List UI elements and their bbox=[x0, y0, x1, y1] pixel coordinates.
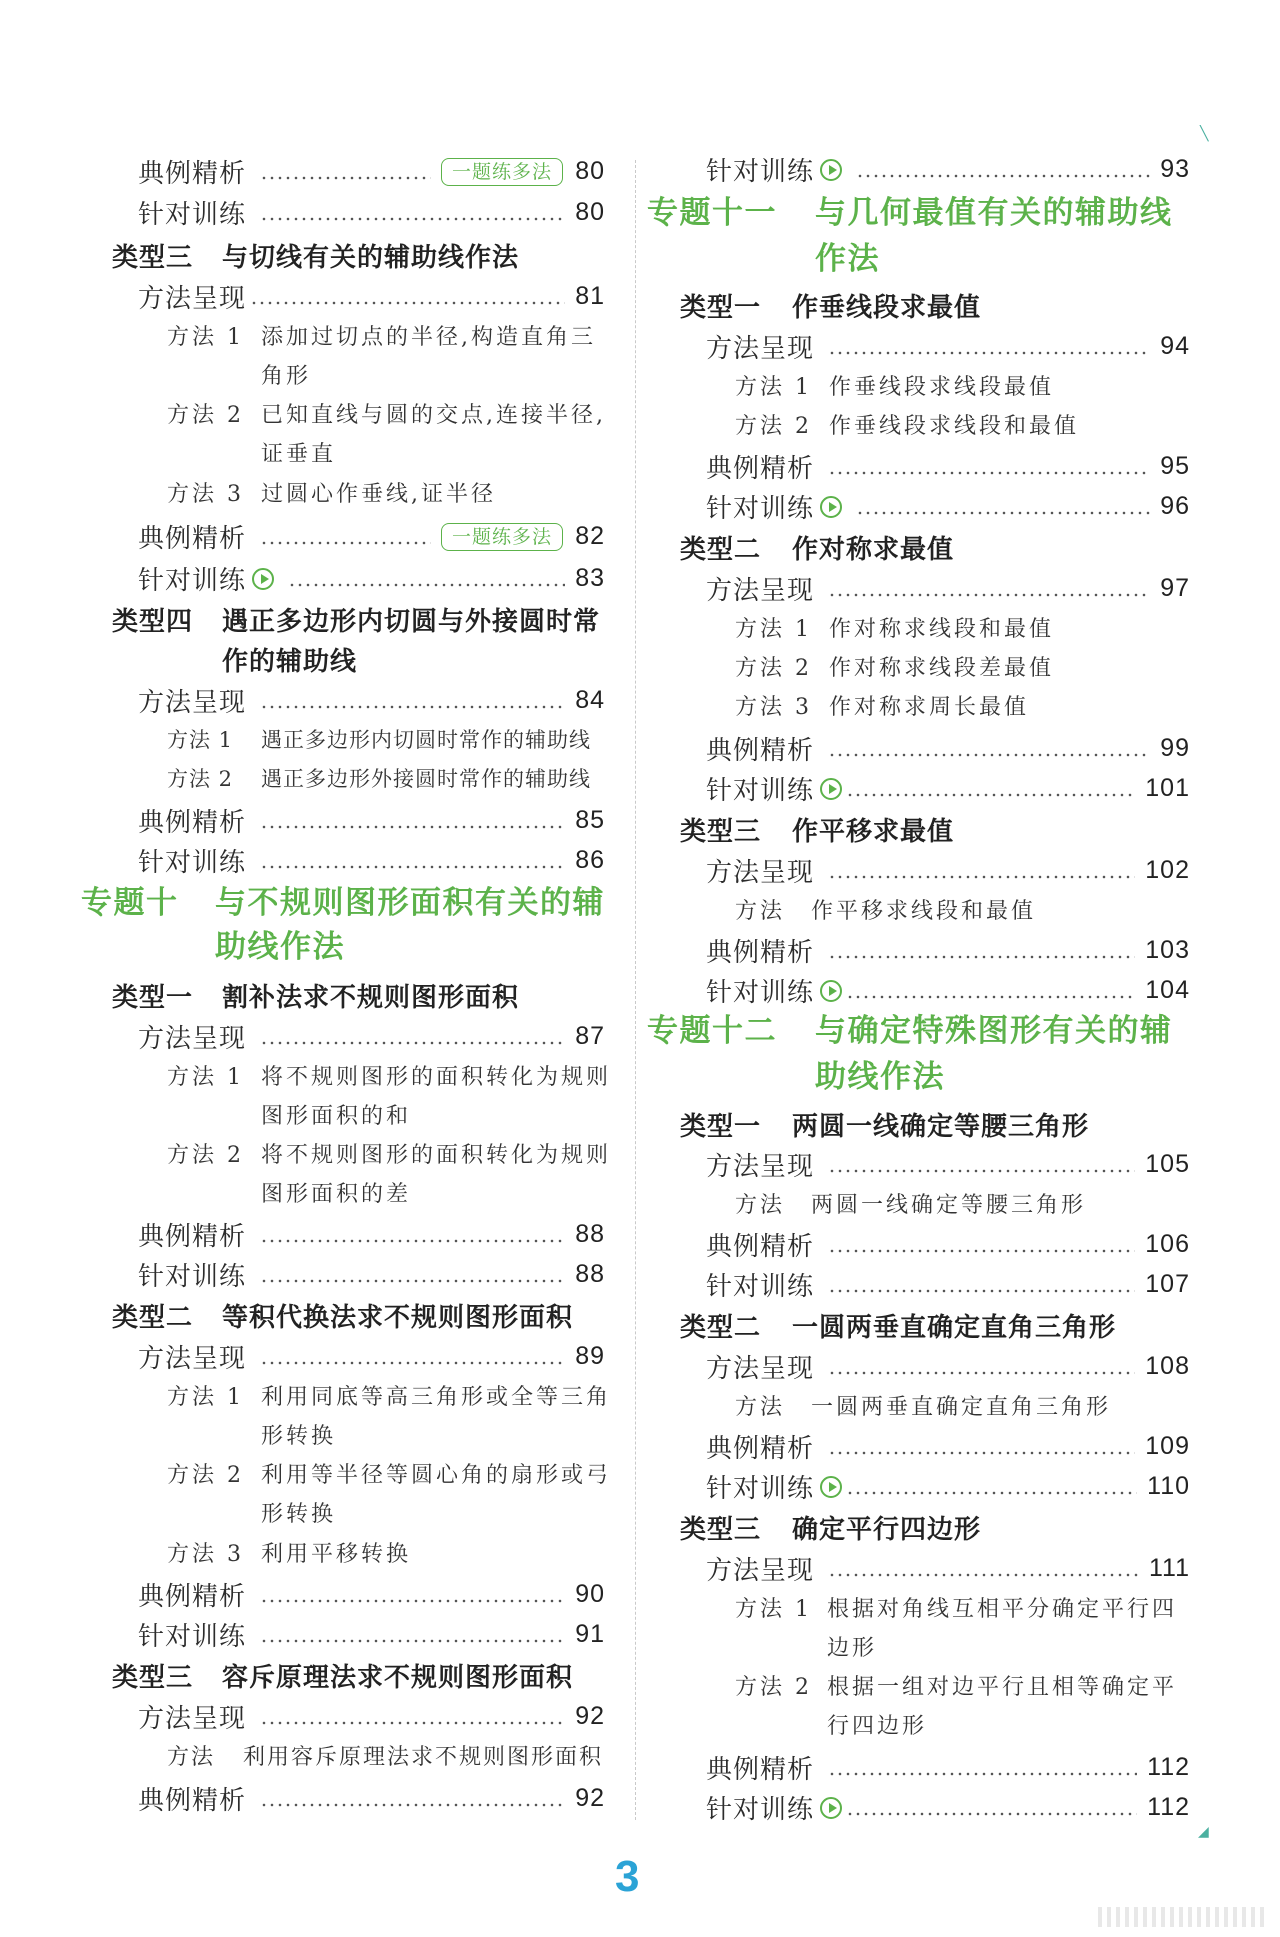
type-title: 作平移求最值 bbox=[792, 817, 955, 847]
toc-entry[interactable] bbox=[706, 770, 1190, 807]
toc-entry[interactable] bbox=[138, 1576, 605, 1613]
page-number: 107 bbox=[1145, 1270, 1190, 1298]
entry-label: 典例精析 bbox=[138, 1222, 247, 1252]
toc-entry[interactable] bbox=[138, 1698, 605, 1735]
dot-leader bbox=[828, 938, 1135, 964]
page-number: 90 bbox=[575, 1580, 605, 1608]
dot-leader bbox=[260, 1704, 565, 1730]
page-number: 83 bbox=[575, 564, 605, 592]
dot-leader bbox=[828, 1434, 1135, 1460]
entry-label: 方法呈现 bbox=[138, 688, 247, 718]
method-label: 方法 1 bbox=[735, 375, 812, 400]
toc-entry[interactable] bbox=[138, 278, 605, 315]
toc-entry[interactable] bbox=[706, 1266, 1190, 1303]
dot-leader bbox=[260, 1622, 565, 1648]
entry-label: 针对训练 bbox=[706, 157, 815, 187]
method-text: 利用平移转换 bbox=[261, 1542, 412, 1567]
toc-entry[interactable] bbox=[706, 1226, 1190, 1263]
column-divider bbox=[635, 160, 636, 1820]
dot-leader bbox=[846, 1795, 1137, 1821]
type-title: 等积代换法求不规则图形面积 bbox=[222, 1303, 574, 1333]
method-text-continued: 形转换 bbox=[261, 1424, 337, 1449]
toc-entry[interactable] bbox=[706, 328, 1190, 365]
entry-label: 典例精析 bbox=[138, 524, 247, 554]
type-heading[interactable] bbox=[112, 1297, 573, 1334]
page-number: 103 bbox=[1145, 936, 1190, 964]
dot-leader bbox=[846, 776, 1135, 802]
toc-entry[interactable] bbox=[706, 932, 1190, 969]
page-number: 109 bbox=[1145, 1432, 1190, 1460]
method-label: 方法 3 bbox=[167, 1542, 244, 1567]
toc-entry[interactable] bbox=[138, 1616, 605, 1653]
type-label: 类型三 bbox=[680, 1515, 762, 1545]
entry-label: 典例精析 bbox=[706, 938, 815, 968]
type-title: 一圆两垂直确定直角三角形 bbox=[792, 1313, 1117, 1343]
method-label: 方法 2 bbox=[735, 414, 812, 439]
topic-title: 与不规则图形面积有关的辅 bbox=[215, 885, 605, 921]
method-entry[interactable] bbox=[167, 1537, 411, 1568]
dot-leader bbox=[828, 1232, 1135, 1258]
type-heading[interactable] bbox=[680, 1509, 981, 1546]
method-text: 根据对角线互相平分确定平行四 bbox=[827, 1597, 1178, 1622]
page-number: 95 bbox=[1160, 452, 1190, 480]
type-heading[interactable] bbox=[112, 977, 519, 1014]
topic-heading[interactable] bbox=[647, 190, 1173, 236]
topic-title-continued: 助线作法 bbox=[215, 929, 345, 965]
method-text: 添加过切点的半径,构造直角三 bbox=[261, 325, 596, 350]
method-entry[interactable] bbox=[735, 651, 1054, 682]
type-title: 容斥原理法求不规则图形面积 bbox=[222, 1663, 574, 1693]
topic-heading[interactable] bbox=[647, 1008, 1173, 1054]
page-number: 106 bbox=[1145, 1230, 1190, 1258]
entry-label: 方法呈现 bbox=[138, 1344, 247, 1374]
method-text: 两圆一线确定等腰三角形 bbox=[811, 1193, 1087, 1218]
method-text: 将不规则图形的面积转化为规则 bbox=[261, 1143, 612, 1168]
toc-entry[interactable] bbox=[706, 730, 1190, 767]
play-video-icon[interactable] bbox=[820, 496, 842, 518]
method-text: 遇正多边形内切圆时常作的辅助线 bbox=[261, 728, 591, 752]
toc-entry[interactable] bbox=[138, 518, 605, 555]
toc-entry[interactable] bbox=[706, 488, 1190, 525]
page-number: 94 bbox=[1160, 332, 1190, 360]
type-heading[interactable] bbox=[680, 529, 954, 566]
topic-label: 专题十一 bbox=[647, 195, 777, 231]
page-number: 80 bbox=[575, 198, 605, 226]
type-title: 遇正多边形内切圆与外接圆时常 bbox=[222, 607, 601, 637]
dot-leader bbox=[846, 1474, 1137, 1500]
entry-label: 方法呈现 bbox=[138, 1024, 247, 1054]
page-number: 93 bbox=[1160, 155, 1190, 183]
method-entry[interactable] bbox=[167, 1380, 611, 1411]
corner-mark-icon: ◢ bbox=[1198, 1824, 1209, 1840]
method-text: 遇正多边形外接圆时常作的辅助线 bbox=[261, 767, 591, 791]
toc-entry[interactable] bbox=[706, 1550, 1190, 1587]
toc-entry[interactable] bbox=[138, 682, 605, 719]
method-entry[interactable] bbox=[167, 763, 591, 793]
toc-entry[interactable] bbox=[138, 1780, 605, 1817]
method-label: 方法 bbox=[735, 1395, 786, 1420]
type-label: 类型二 bbox=[680, 1313, 762, 1343]
method-label: 方法 2 bbox=[167, 1463, 244, 1488]
page-number: 91 bbox=[575, 1620, 605, 1648]
toc-entry[interactable] bbox=[138, 194, 605, 231]
entry-label: 典例精析 bbox=[138, 1582, 247, 1612]
page-number: 88 bbox=[575, 1220, 605, 1248]
entry-label: 典例精析 bbox=[138, 1786, 247, 1816]
page-number: 84 bbox=[575, 686, 605, 714]
page-number-footer: 3 bbox=[615, 1852, 640, 1901]
page-number: 112 bbox=[1147, 1793, 1190, 1821]
play-video-icon[interactable] bbox=[820, 980, 842, 1002]
method-text: 作平移求线段和最值 bbox=[811, 899, 1037, 924]
toc-entry[interactable] bbox=[706, 1468, 1190, 1505]
method-label: 方法 bbox=[735, 1193, 786, 1218]
dot-leader bbox=[260, 1786, 565, 1812]
page-number: 96 bbox=[1160, 492, 1190, 520]
method-label: 方法 1 bbox=[167, 325, 244, 350]
method-entry[interactable] bbox=[735, 409, 1079, 440]
method-label: 方法 2 bbox=[167, 1143, 244, 1168]
entry-label: 针对训练 bbox=[706, 978, 815, 1008]
entry-label: 针对训练 bbox=[138, 1622, 247, 1652]
type-heading[interactable] bbox=[112, 1657, 573, 1694]
dot-leader bbox=[828, 1755, 1137, 1781]
method-text: 利用等半径等圆心角的扇形或弓 bbox=[261, 1463, 612, 1488]
topic-label: 专题十二 bbox=[647, 1013, 777, 1049]
entry-label: 针对训练 bbox=[138, 566, 247, 596]
entry-label: 针对训练 bbox=[706, 494, 815, 524]
toc-entry[interactable] bbox=[138, 802, 605, 839]
entry-label: 典例精析 bbox=[138, 159, 247, 189]
toc-entry[interactable] bbox=[706, 570, 1190, 607]
method-label: 方法 1 bbox=[167, 1065, 244, 1090]
method-label: 方法 1 bbox=[735, 1597, 812, 1622]
entry-label: 方法呈现 bbox=[138, 1704, 247, 1734]
entry-label: 典例精析 bbox=[706, 736, 815, 766]
page-number: 105 bbox=[1145, 1150, 1190, 1178]
play-video-icon[interactable] bbox=[820, 1797, 842, 1819]
dot-leader bbox=[260, 1344, 565, 1370]
dot-leader bbox=[260, 200, 565, 226]
method-label: 方法 3 bbox=[735, 695, 812, 720]
dot-leader bbox=[828, 1152, 1135, 1178]
toc-entry[interactable] bbox=[138, 1338, 605, 1375]
toc-entry[interactable] bbox=[706, 1428, 1190, 1465]
dot-leader bbox=[856, 494, 1150, 520]
method-text: 作对称求线段差最值 bbox=[829, 656, 1055, 681]
watermark-strip bbox=[1098, 1907, 1268, 1927]
entry-label: 典例精析 bbox=[138, 808, 247, 838]
type-heading[interactable] bbox=[680, 1106, 1089, 1143]
page-number: 99 bbox=[1160, 734, 1190, 762]
method-text-continued: 图形面积的和 bbox=[261, 1104, 412, 1129]
topic-title-continued: 作法 bbox=[815, 241, 880, 277]
page-number: 110 bbox=[1147, 1472, 1190, 1500]
dot-leader bbox=[856, 157, 1150, 183]
method-entry[interactable] bbox=[735, 1390, 1111, 1421]
dot-leader bbox=[828, 736, 1150, 762]
page-number: 87 bbox=[575, 1022, 605, 1050]
topic-title-continued: 助线作法 bbox=[815, 1059, 945, 1095]
method-text: 作垂线段求线段和最值 bbox=[829, 414, 1080, 439]
method-label: 方法 2 bbox=[167, 403, 244, 428]
dot-leader bbox=[846, 978, 1135, 1004]
method-text: 利用容斥原理法求不规则图形面积 bbox=[243, 1745, 604, 1770]
method-text: 作垂线段求线段最值 bbox=[829, 375, 1055, 400]
method-label: 方法 1 bbox=[735, 617, 812, 642]
page-number: 111 bbox=[1148, 1554, 1190, 1582]
dot-leader bbox=[260, 1024, 565, 1050]
page-number: 81 bbox=[575, 282, 605, 310]
entry-label: 针对训练 bbox=[138, 1262, 247, 1292]
method-entry[interactable] bbox=[167, 724, 591, 754]
method-text: 已知直线与圆的交点,连接半径, bbox=[261, 403, 606, 428]
dot-leader bbox=[828, 1354, 1135, 1380]
method-text-continued: 形转换 bbox=[261, 1502, 337, 1527]
method-text: 过圆心作垂线,证半径 bbox=[261, 482, 496, 507]
type-label: 类型二 bbox=[680, 535, 762, 565]
page-number: 82 bbox=[575, 522, 605, 550]
method-text: 一圆两垂直确定直角三角形 bbox=[811, 1395, 1112, 1420]
dot-leader bbox=[828, 334, 1150, 360]
entry-label: 方法呈现 bbox=[706, 858, 815, 888]
entry-label: 典例精析 bbox=[706, 1434, 815, 1464]
page-number: 101 bbox=[1145, 774, 1190, 802]
page-number: 112 bbox=[1147, 1753, 1190, 1781]
method-text: 作对称求线段和最值 bbox=[829, 617, 1055, 642]
page-number: 108 bbox=[1145, 1352, 1190, 1380]
entry-label: 针对训练 bbox=[706, 1272, 815, 1302]
type-label: 类型四 bbox=[112, 607, 194, 637]
toc-entry[interactable] bbox=[706, 1749, 1190, 1786]
type-label: 类型三 bbox=[112, 1663, 194, 1693]
page-number: 92 bbox=[575, 1784, 605, 1812]
method-text-continued: 证垂直 bbox=[261, 442, 337, 467]
method-label: 方法 3 bbox=[167, 482, 244, 507]
dot-leader bbox=[260, 848, 565, 874]
entry-label: 典例精析 bbox=[706, 1755, 815, 1785]
type-title: 两圆一线确定等腰三角形 bbox=[792, 1112, 1090, 1142]
play-video-icon[interactable] bbox=[820, 159, 842, 181]
toc-entry[interactable] bbox=[138, 1018, 605, 1055]
type-title-continued: 作的辅助线 bbox=[222, 647, 358, 677]
entry-label: 方法呈现 bbox=[706, 1354, 815, 1384]
multi-method-badge: 一题练多法 bbox=[441, 523, 563, 551]
dot-leader bbox=[260, 1222, 565, 1248]
type-heading[interactable] bbox=[680, 1307, 1116, 1344]
page-number: 97 bbox=[1160, 574, 1190, 602]
corner-mark-icon: ╲ bbox=[1200, 126, 1209, 142]
method-text-continued: 角形 bbox=[261, 364, 312, 389]
method-entry[interactable] bbox=[735, 612, 1054, 643]
method-label: 方法 2 bbox=[167, 767, 234, 791]
toc-entry[interactable] bbox=[706, 448, 1190, 485]
topic-label: 专题十 bbox=[81, 885, 179, 921]
type-heading[interactable] bbox=[112, 601, 600, 638]
topic-title: 与确定特殊图形有关的辅 bbox=[815, 1013, 1173, 1049]
type-label: 类型二 bbox=[112, 1303, 194, 1333]
dot-leader bbox=[828, 576, 1150, 602]
method-text-continued: 边形 bbox=[827, 1636, 878, 1661]
type-title: 确定平行四边形 bbox=[792, 1515, 982, 1545]
method-entry[interactable] bbox=[167, 477, 496, 508]
page-number: 85 bbox=[575, 806, 605, 834]
toc-entry[interactable] bbox=[138, 1216, 605, 1253]
method-entry[interactable] bbox=[735, 894, 1036, 925]
dot-leader bbox=[288, 566, 565, 592]
method-entry[interactable] bbox=[735, 1670, 1177, 1701]
method-text: 作对称求周长最值 bbox=[829, 695, 1030, 720]
toc-entry[interactable] bbox=[138, 560, 605, 597]
entry-label: 方法呈现 bbox=[706, 1152, 815, 1182]
entry-label: 针对训练 bbox=[138, 200, 247, 230]
entry-label: 典例精析 bbox=[706, 1232, 815, 1262]
entry-label: 方法呈现 bbox=[706, 576, 815, 606]
entry-label: 方法呈现 bbox=[706, 1556, 815, 1586]
play-video-icon[interactable] bbox=[820, 1476, 842, 1498]
topic-heading[interactable] bbox=[81, 880, 605, 926]
entry-label: 方法呈现 bbox=[706, 334, 815, 364]
toc-entry[interactable] bbox=[706, 1348, 1190, 1385]
method-text-continued: 行四边形 bbox=[827, 1714, 928, 1739]
method-entry[interactable] bbox=[167, 1740, 603, 1771]
toc-entry[interactable] bbox=[706, 852, 1190, 889]
toc-entry[interactable] bbox=[706, 1146, 1190, 1183]
dot-leader bbox=[260, 1582, 565, 1608]
multi-method-badge: 一题练多法 bbox=[441, 158, 563, 186]
type-title: 作对称求最值 bbox=[792, 535, 955, 565]
dot-leader bbox=[828, 1556, 1139, 1582]
method-label: 方法 2 bbox=[735, 656, 812, 681]
toc-entry[interactable] bbox=[706, 151, 1190, 188]
method-entry[interactable] bbox=[167, 398, 606, 429]
page-number: 86 bbox=[575, 846, 605, 874]
method-entry[interactable] bbox=[735, 1188, 1086, 1219]
method-label: 方法 bbox=[735, 899, 786, 924]
type-label: 类型三 bbox=[112, 243, 194, 273]
entry-label: 针对训练 bbox=[138, 848, 247, 878]
type-title: 与切线有关的辅助线作法 bbox=[222, 243, 520, 273]
method-entry[interactable] bbox=[167, 1138, 611, 1169]
play-video-icon[interactable] bbox=[820, 778, 842, 800]
page-number: 92 bbox=[575, 1702, 605, 1730]
method-entry[interactable] bbox=[167, 1060, 611, 1091]
method-entry[interactable] bbox=[735, 1592, 1177, 1623]
dot-leader bbox=[260, 1262, 565, 1288]
entry-label: 方法呈现 bbox=[138, 284, 247, 314]
method-label: 方法 1 bbox=[167, 728, 234, 752]
method-label: 方法 bbox=[167, 1745, 216, 1770]
page-number: 88 bbox=[575, 1260, 605, 1288]
entry-label: 针对训练 bbox=[706, 1474, 815, 1504]
type-title: 割补法求不规则图形面积 bbox=[222, 983, 520, 1013]
method-entry[interactable] bbox=[735, 690, 1029, 721]
toc-entry[interactable] bbox=[706, 1789, 1190, 1826]
method-text: 利用同底等高三角形或全等三角 bbox=[261, 1385, 612, 1410]
dot-leader bbox=[260, 524, 431, 550]
type-label: 类型一 bbox=[680, 1112, 762, 1142]
method-entry[interactable] bbox=[167, 1458, 611, 1489]
type-heading[interactable] bbox=[680, 287, 981, 324]
page-number: 102 bbox=[1145, 856, 1190, 884]
entry-label: 针对训练 bbox=[706, 776, 815, 806]
method-text: 将不规则图形的面积转化为规则 bbox=[261, 1065, 612, 1090]
topic-title: 与几何最值有关的辅助线 bbox=[815, 195, 1173, 231]
type-label: 类型三 bbox=[680, 817, 762, 847]
page-number: 89 bbox=[575, 1342, 605, 1370]
entry-label: 典例精析 bbox=[706, 454, 815, 484]
method-label: 方法 1 bbox=[167, 1385, 244, 1410]
dot-leader bbox=[260, 688, 565, 714]
type-title: 作垂线段求最值 bbox=[792, 293, 982, 323]
toc-entry[interactable] bbox=[138, 1256, 605, 1293]
toc-entry[interactable] bbox=[706, 972, 1190, 1009]
dot-leader bbox=[260, 159, 431, 185]
dot-leader bbox=[260, 808, 565, 834]
dot-leader bbox=[828, 858, 1135, 884]
method-text-continued: 图形面积的差 bbox=[261, 1182, 412, 1207]
type-label: 类型一 bbox=[112, 983, 194, 1013]
dot-leader bbox=[828, 454, 1150, 480]
play-video-icon[interactable] bbox=[252, 568, 274, 590]
page-number: 104 bbox=[1145, 976, 1190, 1004]
page-number: 80 bbox=[575, 157, 605, 185]
type-heading[interactable] bbox=[680, 811, 954, 848]
type-label: 类型一 bbox=[680, 293, 762, 323]
dot-leader bbox=[250, 284, 565, 310]
toc-entry[interactable] bbox=[138, 842, 605, 879]
method-entry[interactable] bbox=[735, 370, 1054, 401]
method-label: 方法 2 bbox=[735, 1675, 812, 1700]
dot-leader bbox=[828, 1272, 1135, 1298]
entry-label: 针对训练 bbox=[706, 1795, 815, 1825]
toc-entry[interactable] bbox=[138, 153, 605, 190]
method-text: 根据一组对边平行且相等确定平 bbox=[827, 1675, 1178, 1700]
method-entry[interactable] bbox=[167, 320, 596, 351]
type-heading[interactable] bbox=[112, 237, 519, 274]
